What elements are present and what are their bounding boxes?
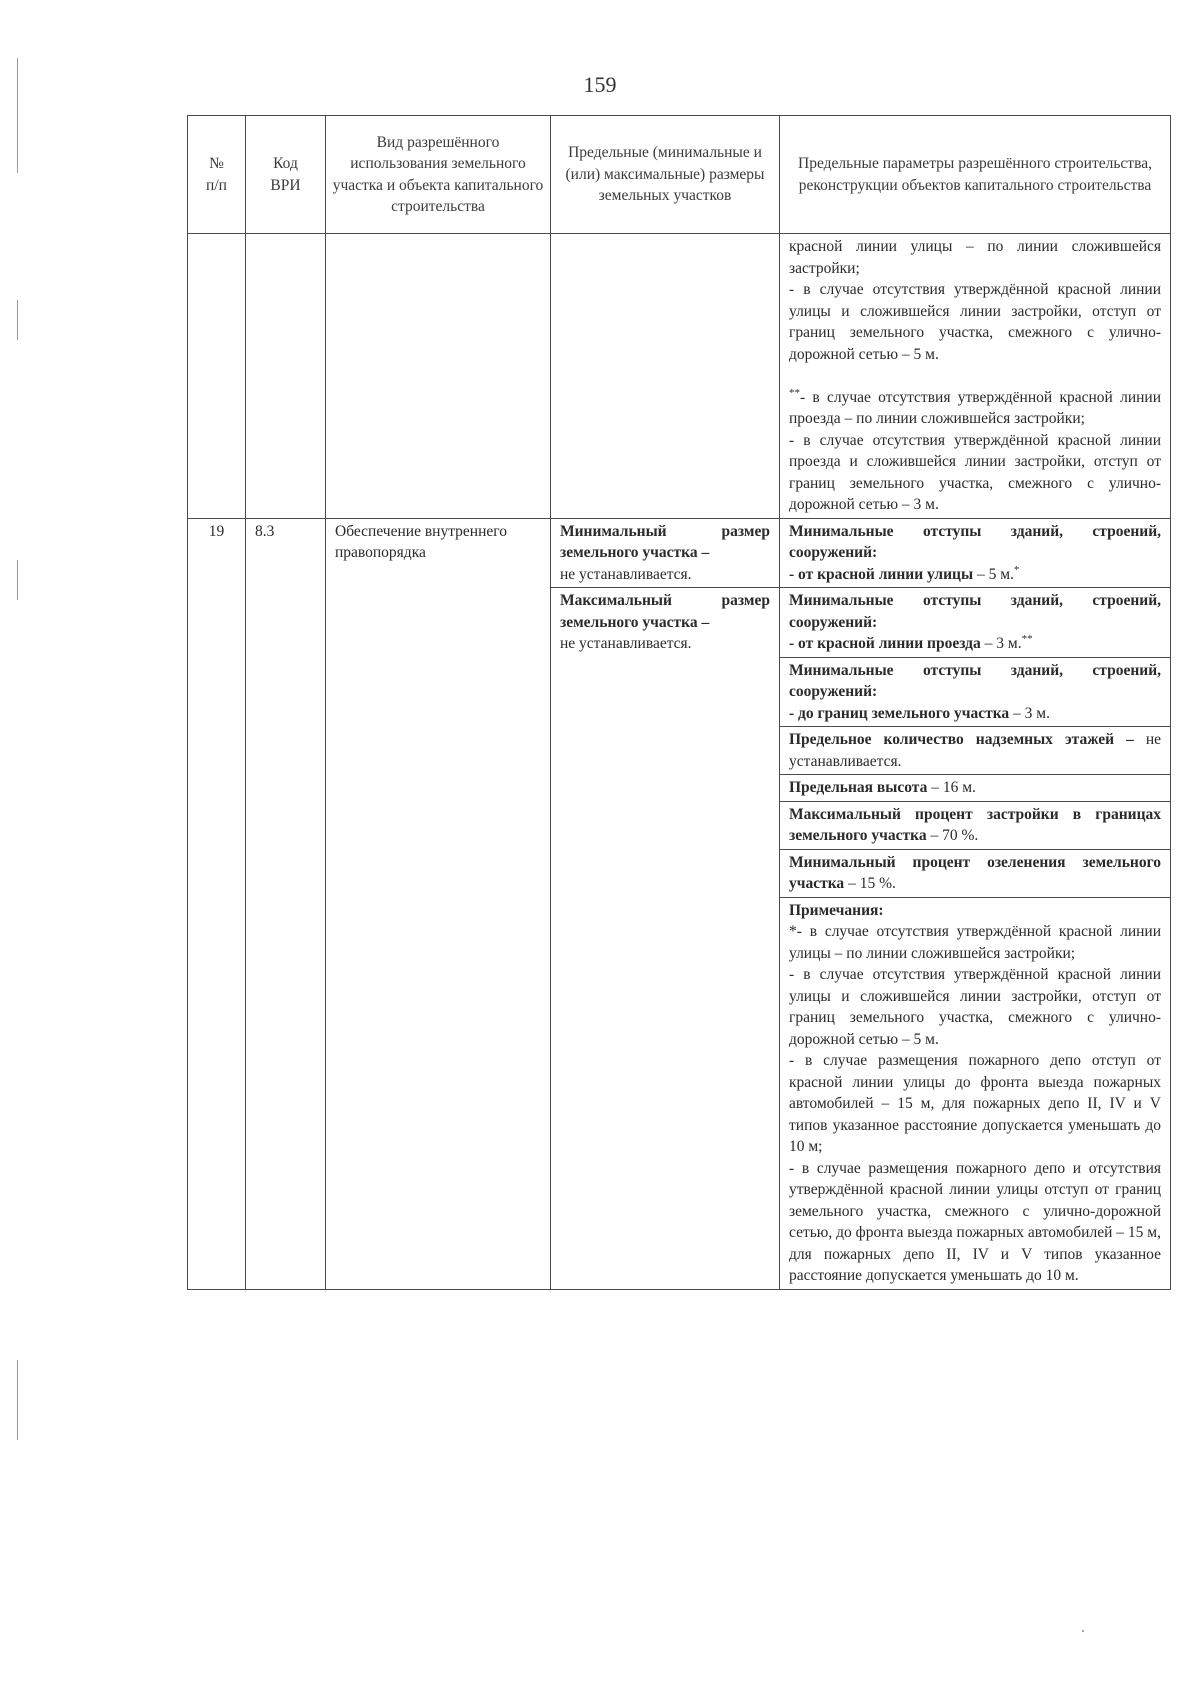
note-item: - в случае размещения пожарного депо отступ от красной линии улицы до фронта выезда пожарных автомобилей – 15 м, для пожарных депо II, IV и V типов указанное расстояние допускается уменьшать до 10 м; [789, 1052, 1161, 1155]
param-coverage: Максимальный процент застройки в границах земельного участка – 70 %. [780, 801, 1171, 849]
note-item: *- в случае отсутствия утверждённой красной линии улицы – по линии сложившейся застройки; [789, 923, 1161, 962]
continuation-line: **- в случае отсутствия утверждённой красной линии проезда – по линии сложившейся застройки; [789, 386, 1161, 427]
row-number: 19 [188, 518, 246, 1289]
header-number: № п/п [188, 116, 246, 234]
param-offset-street: Минимальные отступы зданий, строений, сооружений: - от красной линии улицы – 5 м.* [780, 518, 1171, 588]
page-number: 159 [583, 72, 617, 97]
param-floors: Предельное количество надземных этажей – не устанавливается. [780, 727, 1171, 775]
note-item: - в случае размещения пожарного депо и отсутствия утверждённой красной линии улицы отступ от границ земельного участка, смежного с улично-дорожной сетью, до фронта выезда пожарных автомобилей – 15 м, для пожарных депо II, IV и V типов указанное расстояние допускается уменьшать до 10 м. [789, 1159, 1161, 1284]
continuation-line: - в случае отсутствия утверждённой красной линии проезда и сложившейся линии застройки, отступ от границ земельного участка, смежного с улично-дорожной сетью – 3 м. [789, 431, 1161, 513]
param-height: Предельная высота – 16 м. [780, 775, 1171, 802]
param-greening: Минимальный процент озеленения земельного участка – 15 %. [780, 849, 1171, 897]
note-item: - в случае отсутствия утверждённой красной линии улицы и сложившейся линии застройки, отступ от границ земельного участка, смежного с улично-дорожной сетью – 5 м. [789, 966, 1161, 1048]
notes-title: Примечания: [789, 901, 884, 919]
footnote-mark: * [1013, 563, 1020, 576]
continuation-notes [780, 234, 1171, 519]
footnote-mark: ** [789, 386, 800, 399]
max-plot-size: Максимальный размер земельного участка – не устанавливается. [551, 588, 780, 1290]
footnote-mark: ** [1021, 632, 1033, 645]
row-use-type: Обеспечение внутреннего правопорядка [326, 518, 551, 1289]
table-header-row [188, 116, 1171, 234]
notes-cell [780, 897, 1171, 1289]
param-offset-boundary: Минимальные отступы зданий, строений, сооружений: - до границ земельного участка – 3 м. [780, 657, 1171, 727]
header-code: Код ВРИ [246, 116, 326, 234]
scan-margin-line [17, 1360, 18, 1440]
header-plot-size: Предельные (минимальные и (или) максимальные) размеры земельных участков [551, 116, 780, 234]
header-use-type: Вид разрешённого использования земельного участка и объекта капитального строительства [326, 116, 551, 234]
regulations-table [187, 115, 1171, 1290]
param-offset-driveway: Минимальные отступы зданий, строений, сооружений: - от красной линии проезда – 3 м.** [780, 588, 1171, 658]
header-build-params: Предельные параметры разрешённого строительства, реконструкции объектов капитального строительства [780, 116, 1171, 234]
continuation-line: - в случае отсутствия утверждённой красной линии улицы и сложившейся линии застройки, отступ от границ земельного участка, смежного с улично-дорожной сетью – 5 м. [789, 281, 1161, 363]
min-plot-size: Минимальный размер земельного участка – не устанавливается. [551, 518, 780, 588]
scan-margin-line [17, 300, 18, 340]
continuation-line: красной линии улицы – по линии сложившейся застройки; [789, 238, 1161, 277]
table-row-continuation [188, 234, 1171, 519]
table-row-19 [188, 518, 1171, 588]
row-code: 8.3 [246, 518, 326, 1289]
scan-margin-line [17, 560, 18, 600]
scan-speck [1082, 1630, 1084, 1632]
